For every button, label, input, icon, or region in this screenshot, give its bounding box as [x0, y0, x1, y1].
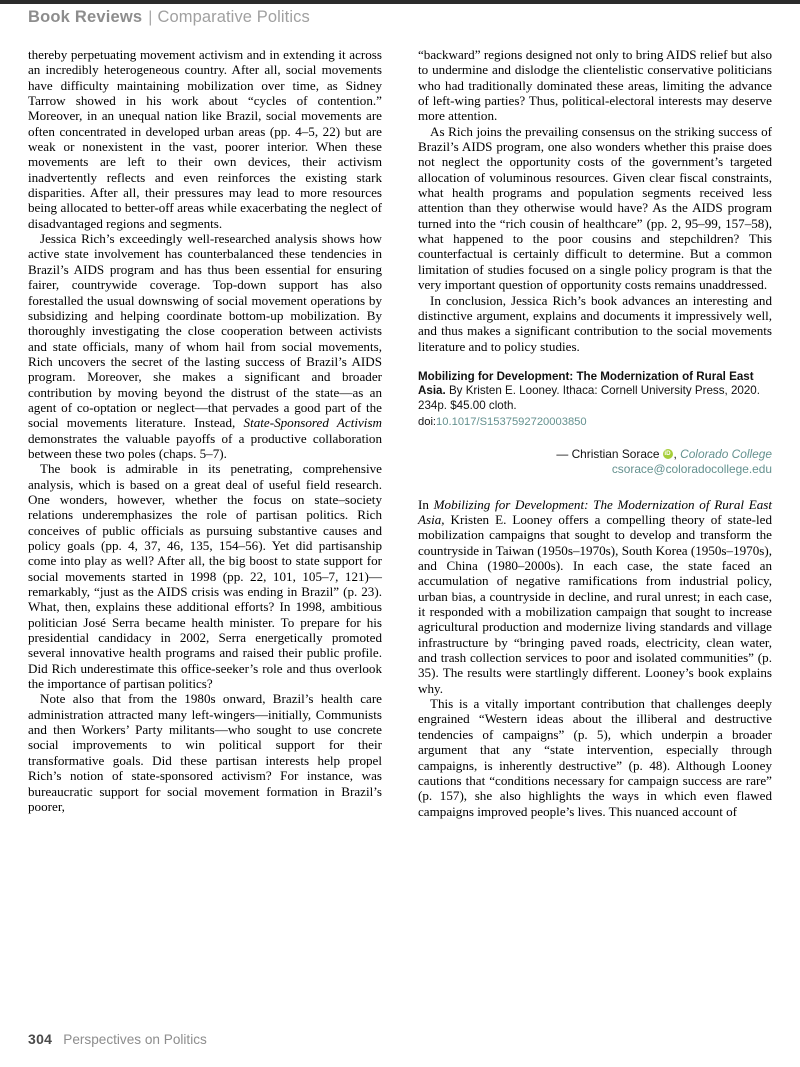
- paragraph-text: Jessica Rich’s exceedingly well-researched analysis shows how active state involvement has counterbalanced these tendencies in Brazil’s AIDS program and has thus been essential for ensuring fairer, countrywide coverage. Top-down support has also forestalled the usual downswing of social movement operations by subsidizing and helping coordinate bottom-up mobilization. By thoroughly investigating the close cooperation between activists and state officials, many of whom hail from social movements, Rich uncovers the secret of the lasting success of Brazil’s AIDS program. Moreover, she makes a significant and broader contribution by moving beyond the distrust of the state—as an agent of co-optation or neglect—that pervades a good part of the social movements literature. Instead,: [28, 231, 382, 431]
- left-column: [28, 47, 382, 1022]
- reviewer-byline: [418, 447, 772, 462]
- paragraph: thereby perpetuating movement activism and in extending it across an incredibly heterogeneous country. After all, social movements have difficulty maintaining mobilization over time, as Sidney Tarrow showed in his work about “cycles of contention.” Moreover, in an unequal nation like Brazil, social movements are often concentrated in developed urban areas (pp. 4–5, 22) but are weak or nonexistent in the vast, poorer interior. When these movements are left to their own devices, their activism inadvertently reflects and even reinforces the existing stark disparities. After all, their pressures may lead to more resources being allocated to better-off areas while exacerbating the neglect of disadvantaged regions and segments.: [28, 47, 382, 231]
- paragraph: “backward” regions designed not only to bring AIDS relief but also to undermine and dislodge the clientelistic conservative politicians who had traditionally dominated these areas, limiting the advance of left-wing parties? Thus, political-electoral interests may deserve more attention.: [418, 47, 772, 124]
- spacer: [418, 477, 772, 497]
- page-footer: [28, 1031, 207, 1049]
- citation-book-title: Mobilizing for Development: The Modernization of Rural East Asia.: [418, 369, 754, 398]
- paragraph: Note also that from the 1980s onward, Brazil’s health care administration attracted many left-wingers—initially, Communists and then Workers’ Party militants—who sought to use concrete social improvements to win political support for their transformative goals. Did these partisan interests help propel Rich’s notion of state-sponsored activism? For instance, was bureaucratic support for social movement formation in Brazil’s poorer,: [28, 691, 382, 814]
- book-title-italic: Mobilizing for Development: The Modernization of Rural East Asia: [418, 496, 772, 527]
- paragraph: In conclusion, Jessica Rich’s book advances an interesting and distinctive argument, explains and documents it impressively well, and thus makes a significant contribution to the social movements literature and to policy studies.: [418, 292, 772, 354]
- paragraph-text-tail: demonstrates the valuable payoffs of a productive collaboration between these two poles (chaps. 5–7).: [28, 430, 382, 461]
- doi-label: doi:: [418, 415, 437, 428]
- doi-link[interactable]: 10.1017/S1537592720003850: [436, 415, 587, 428]
- page-top-rule: [0, 0, 800, 4]
- book-title-italic: State-Sponsored Activism: [243, 415, 382, 431]
- paragraph: This is a vitally important contribution that challenges deeply engrained “Western ideas about the illiberal and destructive tendencies of campaigns” (p. 5), which underpin a broader argument that any “state intervention, especially through campaigns, is inherently destructive” (p. 48). Although Looney cautions that “conditions necessary for campaign success are rare” (p. 157), she also highlights the ways in which even flawed campaigns improved people’s lives. This nuanced account of: [418, 696, 772, 819]
- doi-line: [418, 415, 772, 429]
- paragraph-text: , Kristen E. Looney offers a compelling theory of state-led mobilization campaigns that sought to develop and transform the countryside in Taiwan (1950s–1970s), South Korea (1950s–1970s), and China (1980–2000s). In each case, the state faced an accumulation of negative ramifications from industrial policy, urban bias, a countryside in decline, and rural unrest; in each case, it responded with a mobilization campaign that sought to increase agricultural production and modernize living standards and village infrastructure by “bringing paved roads, electricity, clean water, and trash collection services to poor and isolated communities” (p. 35). The results were startlingly different. Looney’s book explains why.: [418, 512, 772, 696]
- right-column: [418, 47, 772, 1022]
- two-column-body: [28, 47, 772, 1022]
- paragraph: [28, 231, 382, 461]
- paragraph-lead-in: In: [418, 496, 434, 512]
- running-head-separator: |: [148, 9, 153, 26]
- journal-name: Perspectives on Politics: [63, 1032, 207, 1047]
- reviewer-email[interactable]: csorace@coloradocollege.edu: [611, 461, 772, 476]
- paragraph: The book is admirable in its penetrating, comprehensive analysis, which is based on a great deal of useful field research. One wonders, however, whether the focus on state–society relations underemphasizes the role of partisan politics. Rich conceives of public officials as pursuing substantive causes and policy goals (pp. 4, 37, 46, 135, 154–56). Yet did partisanship come into play as well? After all, the big boost to state support for social movements started in 1998 (pp. 22, 101, 105–7, 121)—remarkably, “just as the AIDS crisis was ending in Brazil” (p. 23). What, then, explains these additional efforts? In 1998, ambitious politician José Serra became health minister. To prepare for his presidential candidacy in 2002, Serra energetically promoted several innovative health programs and raised their public profile. Did Rich underestimate this office-seeker’s role and thus overlook the importance of partisan politics?: [28, 461, 382, 692]
- book-citation-block: [418, 370, 772, 477]
- byline-comma: ,: [673, 446, 681, 461]
- running-head-section: Book Reviews: [28, 8, 143, 26]
- running-head-subsection: Comparative Politics: [157, 8, 310, 26]
- orcid-id-icon[interactable]: [663, 449, 673, 459]
- paragraph: [418, 497, 772, 696]
- paragraph: As Rich joins the prevailing consensus on the striking success of Brazil’s AIDS program, one also wonders whether this praise does not neglect the opportunity costs of the government’s targeted allocation of voluminous resources. Given clear fiscal constraints, what health programs and population segments received less attention than they otherwise would have? As the AIDS program turned into the “rich cousin of healthcare” (pp. 2, 95–99, 157–58), what happened to the poor cousins and stepchildren? This counterfactual is certainly difficult to determine. But a common limitation of studies focused on a single policy program is that the very important question of opportunity costs remains unaddressed.: [418, 123, 772, 293]
- running-head: [28, 8, 728, 30]
- reviewer-name: Christian Sorace: [571, 446, 660, 461]
- reviewer-affiliation: Colorado College: [680, 446, 772, 461]
- byline-dash: —: [556, 446, 572, 461]
- page-number: 304: [28, 1031, 53, 1047]
- citation-details: By Kristen E. Looney. Ithaca: Cornell University Press, 2020. 234p. $45.00 cloth.: [418, 384, 760, 413]
- citation-line: [418, 370, 772, 414]
